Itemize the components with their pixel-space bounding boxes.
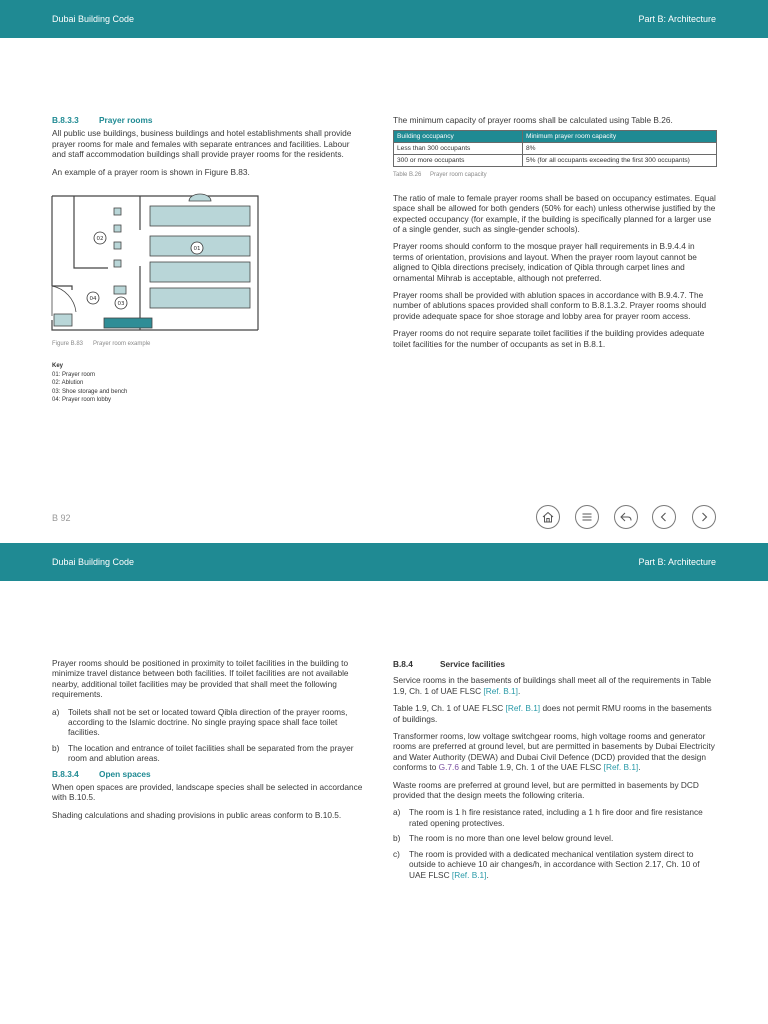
section-heading	[52, 115, 362, 125]
table-row	[394, 155, 717, 167]
shoe-storage	[104, 318, 152, 328]
section-heading	[52, 769, 364, 779]
text-run: .	[486, 869, 489, 880]
header-title: Dubai Building Code	[52, 14, 135, 24]
figure-label-02: 02	[96, 236, 104, 242]
return-button[interactable]	[614, 505, 638, 529]
table-cell: 8%	[523, 143, 717, 155]
figure-caption	[52, 341, 150, 347]
ablution-station	[114, 225, 121, 232]
prayer-row	[150, 206, 250, 226]
paragraph: Waste rooms are preferred at ground level, but are permitted in basements by DCD provided that the design meets the following criteria.	[393, 779, 699, 801]
list-item	[52, 743, 364, 764]
table-header: Minimum prayer room capacity	[523, 131, 717, 143]
page-number: B 92	[52, 513, 71, 523]
paragraph: All public use buildings, business buildings and hotel establishments shall provide prayer rooms for male and females with separate entrances and facilities. Labour and staff accommodation buildings shall provide prayer rooms for the residents.	[52, 128, 352, 160]
previous-button[interactable]	[652, 505, 676, 529]
home-icon	[541, 510, 555, 524]
paragraph: Prayer rooms do not require separate toilet facilities if the building provides adequate toilet facilities for the number of occupants as set in B.8.1.	[393, 328, 705, 349]
prayer-row	[150, 288, 250, 308]
key-item: 02: Ablution	[52, 380, 84, 387]
list-text: The room is 1 h fire resistance rated, including a 1 h fire door and fire resistance rated opening protectives.	[409, 807, 703, 828]
page1-left-column	[52, 115, 362, 184]
table-caption-text: Prayer room capacity	[430, 172, 487, 179]
text-run: .	[638, 762, 641, 773]
ablution-station	[114, 208, 121, 215]
section-number: B.8.3.3	[52, 115, 79, 125]
list-marker: c)	[393, 848, 400, 859]
list-marker: a)	[393, 807, 401, 818]
page2-right-column	[393, 659, 717, 885]
key-title: Key	[52, 363, 64, 369]
list-item	[52, 707, 364, 738]
figure-label-04: 04	[89, 296, 97, 302]
mihrab-shape	[189, 194, 211, 201]
header-part: Part B: Architecture	[638, 557, 716, 567]
list-item	[393, 849, 717, 880]
text-run: Transformer rooms, low voltage switchgear rooms, high voltage rooms and generator rooms are preferred at ground level, but are permitted in basements by Dubai Electricity and Water Authority (DEWA) and Dubai Civil Defence (DCD) provided that the design conforms to	[393, 731, 715, 773]
table-row	[394, 143, 717, 155]
shoe-shelf	[114, 286, 126, 294]
table-caption	[393, 170, 717, 180]
reference-link[interactable]: [Ref. B.1]	[603, 762, 639, 773]
section-number: B.8.3.4	[52, 768, 79, 779]
table-header: Building occupancy	[394, 131, 523, 143]
menu-button[interactable]	[575, 505, 599, 529]
list-text: Toilets shall not be set or located toward Qibla direction of the prayer rooms, according to the Islamic doctrine. No single praying space shall face toilet facilities.	[68, 706, 348, 738]
paragraph: Prayer rooms should conform to the mosque prayer hall requirements in B.9.4.4 in terms of orientation, provisions and layout. When the prayer room layout cannot be aligned to Qibla directions precisely, indication of Qibla through carpet lines and ornamental Mihrab is acceptable, although not preferred.	[393, 241, 697, 283]
reference-link[interactable]: [Ref. B.1]	[505, 703, 541, 714]
text-run: Table 1.9, Ch. 1 of UAE FLSC	[393, 703, 504, 714]
next-icon	[697, 510, 711, 524]
key-item: 03: Shoe storage and bench	[52, 388, 128, 395]
figure-key	[52, 362, 127, 404]
list-item	[393, 833, 717, 843]
figure-caption-text: Prayer room example	[93, 341, 151, 347]
paragraph: When open spaces are provided, landscape species shall be selected in accordance with B.10.5.	[52, 782, 363, 803]
previous-icon	[657, 510, 671, 524]
reference-link[interactable]: [Ref. B.1]	[483, 685, 518, 696]
reference-link[interactable]: [Ref. B.1]	[451, 869, 487, 880]
page-header-2	[0, 543, 768, 581]
table-cell: 300 or more occupants	[394, 155, 523, 167]
page2-left-column	[52, 658, 364, 827]
paragraph	[393, 731, 717, 773]
home-button[interactable]	[536, 505, 560, 529]
text-run: .	[517, 685, 521, 696]
paragraph: The minimum capacity of prayer rooms shall be calculated using Table B.26.	[393, 115, 673, 125]
list-text	[409, 849, 700, 880]
ablution-station	[114, 242, 121, 249]
header-title: Dubai Building Code	[52, 557, 135, 567]
menu-icon	[580, 510, 594, 524]
section-title: Prayer rooms	[99, 115, 153, 125]
paragraph: The ratio of male to female prayer rooms shall be based on occupancy estimates. Equal space shall be allowed for both genders (50% for each) unless otherwise justified by the expected occupancy (for example, if the building is specifically planned for a larger use of a single gender, such as single-gender schools).	[393, 192, 716, 235]
section-heading	[393, 659, 717, 669]
list-marker: b)	[52, 742, 60, 753]
reference-link[interactable]: G.7.6	[438, 762, 459, 773]
text-run: Service rooms in the basements of buildings shall meet all of the requirements in Table 1.9, Ch. 1 of UAE FLSC	[393, 675, 712, 696]
list-marker: b)	[393, 833, 401, 844]
return-icon	[619, 510, 633, 524]
table-cell: Less than 300 occupants	[394, 143, 523, 155]
table-caption-number: Table B.26	[393, 172, 422, 179]
ablution-station	[114, 260, 121, 267]
capacity-table	[393, 130, 717, 167]
page-header-1	[0, 0, 768, 38]
text-run: and Table 1.9, Ch. 1 of the UAE FLSC	[461, 762, 602, 773]
paragraph: Prayer rooms shall be provided with ablution spaces in accordance with B.9.4.7. The number of ablutions spaces provided shall conform to B.8.1.3.2. Prayer rooms should provide adequate space for shoe storage and lobby area for prayer room access.	[393, 290, 707, 321]
next-button[interactable]	[692, 505, 716, 529]
header-part: Part B: Architecture	[638, 14, 716, 24]
paragraph: Shading calculations and shading provisions in public areas conform to B.10.5.	[52, 809, 342, 820]
key-item: 01: Prayer room	[52, 372, 96, 379]
page1-right-column	[393, 115, 717, 356]
section-title: Service facilities	[440, 659, 506, 669]
paragraph: An example of a prayer room is shown in Figure B.83.	[52, 166, 250, 177]
paragraph	[393, 703, 717, 724]
list-item	[393, 807, 717, 828]
paragraph	[393, 675, 717, 696]
list-text: The location and entrance of toilet facilities shall be separated from the prayer room and ablution areas.	[68, 742, 354, 764]
paragraph: Prayer rooms should be positioned in proximity to toilet facilities in the building to minimize travel distance between both facilities. If toilet facilities are not available nearby, additional toilet facilities may be provided that shall meet the following requirements.	[52, 658, 349, 700]
key-item: 04: Prayer room lobby	[52, 396, 112, 403]
figure-label-01: 01	[193, 246, 201, 252]
text-run: The room is provided with a dedicated mechanical ventilation system direct to outside to achieve 10 air changes/h, in accordance with Section 2.17, Ch. 10 of UAE FLSC	[409, 848, 700, 880]
list-marker: a)	[52, 706, 60, 717]
prayer-row	[150, 262, 250, 282]
text-run: does not permit RMU rooms in the basements of buildings.	[393, 703, 712, 724]
bench	[54, 314, 72, 326]
prayer-room-figure	[44, 190, 264, 338]
figure-caption-number: Figure B.83	[52, 341, 84, 347]
figure-label-03: 03	[117, 301, 125, 307]
table-cell: 5% (for all occupants exceeding the first 300 occupants)	[523, 155, 717, 167]
list-text: The room is no more than one level below ground level.	[409, 833, 614, 844]
section-title: Open spaces	[99, 768, 151, 779]
section-number: B.8.4	[393, 659, 413, 669]
